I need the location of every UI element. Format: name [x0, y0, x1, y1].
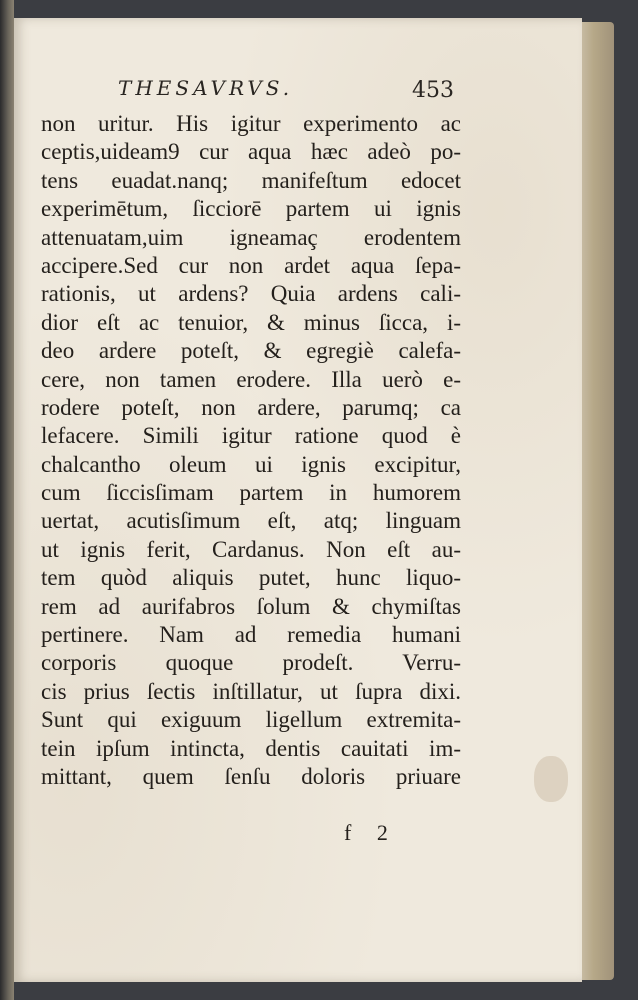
text-line: cis prius ſectis inſtillatur, ut ſupra dixi.: [41, 678, 461, 704]
text-line: uertat, acutisſimum eſt, atq; linguam: [41, 508, 461, 534]
text-line: lefacere. Simili igitur ratione quod è: [41, 423, 461, 449]
page-edge-stack: [580, 22, 614, 980]
text-line: tens euadat.nanq; manifeſtum edocet: [41, 167, 461, 193]
text-line: mittant, quem ſenſu doloris priuare: [41, 763, 461, 789]
text-line: tem quòd aliquis putet, hunc liquo-: [41, 565, 461, 591]
signature-mark: f 2: [344, 820, 398, 845]
text-line: chalcantho oleum ui ignis excipitur,: [41, 451, 461, 477]
text-line: ut ignis ferit, Cardanus. Non eſt au-: [41, 536, 461, 562]
text-line: rem ad aurifabros ſolum & chymiſtas: [41, 593, 461, 619]
text-line: attenuatam,uim igneamaç erodentem: [41, 224, 461, 250]
running-head: THESAVRVS.: [118, 76, 294, 100]
text-line: corporis quoque prodeſt. Verru-: [41, 650, 461, 676]
text-line: ceptis,uideam9 cur aqua hæc adeò po-: [41, 139, 461, 165]
text-line: experimētum, ſicciorē partem ui ignis: [41, 196, 461, 222]
text-line: rationis, ut ardens? Quia ardens cali-: [41, 281, 461, 307]
text-line: accipere.Sed cur non ardet aqua ſepa-: [41, 252, 461, 278]
book-page: [14, 18, 582, 982]
text-line: cum ſiccisſimam partem in humorem: [41, 480, 461, 506]
text-line: tein ipſum intincta, dentis cauitati im-: [41, 735, 461, 761]
text-line: non uritur. His igitur experimento ac: [41, 111, 461, 136]
text-line: rodere poteſt, non ardere, parumq; ca: [41, 394, 461, 420]
book-binding: [0, 0, 14, 1000]
text-line: cere, non tamen erodere. Illa uerò e-: [41, 366, 461, 392]
text-line: Sunt qui exiguum ligellum extremita-: [41, 707, 461, 733]
text-line: deo ardere poteſt, & egregiè calefa-: [41, 338, 461, 364]
text-line: pertinere. Nam ad remedia humani: [41, 622, 461, 648]
paper-stain: [534, 756, 568, 802]
body-text: [41, 110, 461, 791]
text-line: dior eſt ac tenuior, & minus ſicca, i-: [41, 309, 461, 335]
page-number: 453: [412, 78, 454, 103]
